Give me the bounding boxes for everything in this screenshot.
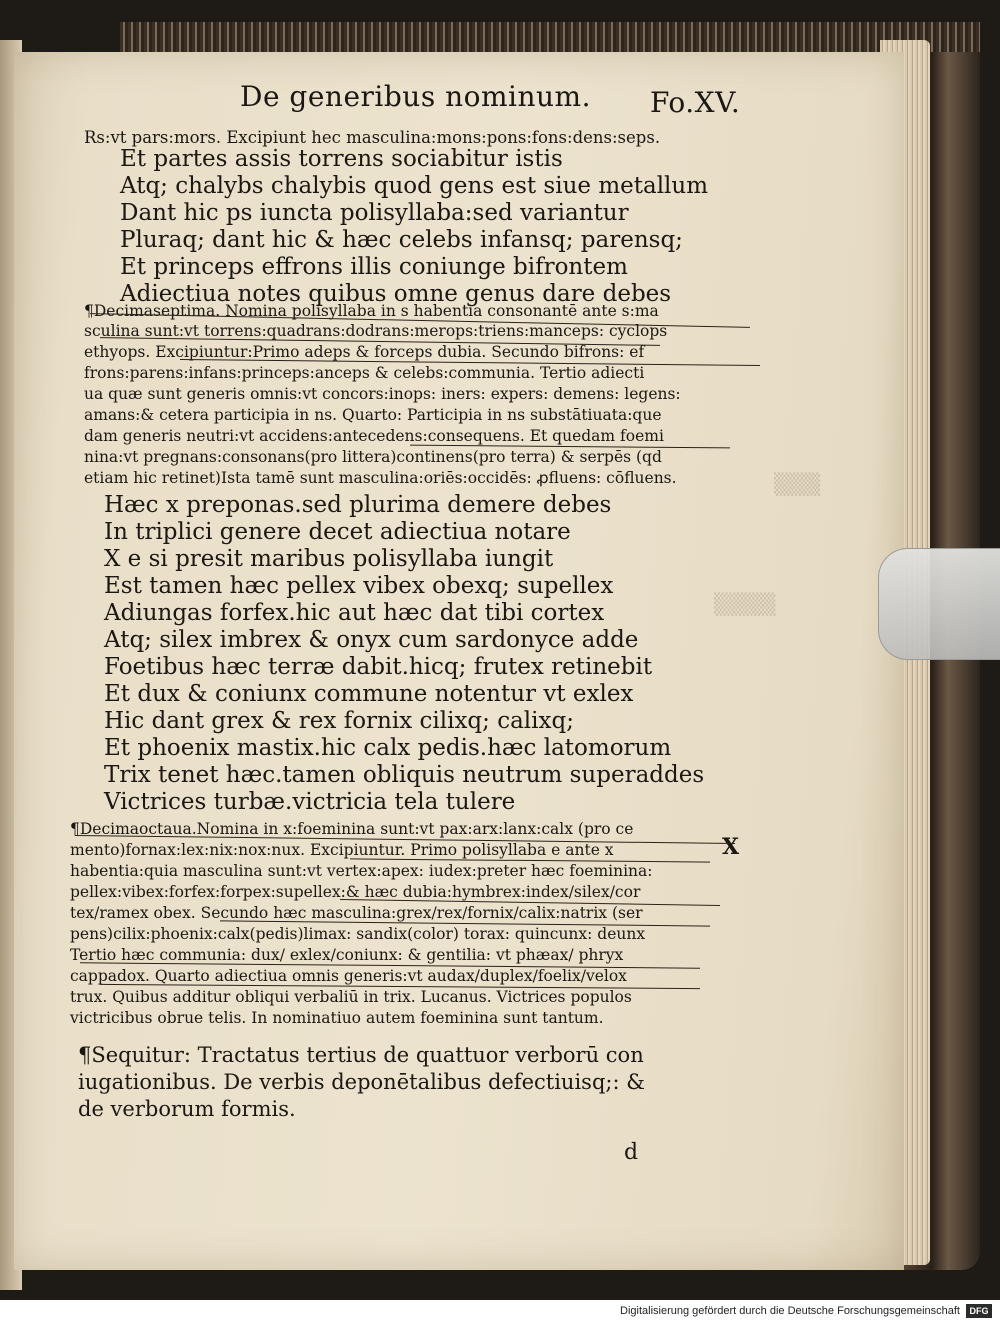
- book-top-edge: [120, 22, 980, 52]
- bleed-through: ▒▒▒▒: [714, 592, 776, 616]
- closing-line: de verborum formis.: [78, 1097, 296, 1121]
- text-line: Rs:vt pars:mors. Excipiunt hec masculina:mons:pons:fons:dens:seps.: [84, 128, 661, 147]
- verse-line: Et princeps effrons illis coniunge bifrontem: [120, 254, 628, 280]
- prose-line: nina:vt pregnans:consonans(pro littera)continens(pro terra) & serpēs (qd: [84, 448, 662, 466]
- verse-line: Et dux & coniunx commune notentur vt exlex: [104, 681, 634, 707]
- verse-line: Atq; chalybs chalybis quod gens est siue metallum: [120, 173, 709, 199]
- verse-line: In triplici genere decet adiectiua notare: [104, 519, 571, 545]
- prose-line: frons:parens:infans:princeps:anceps & celebs:communia. Tertio adiecti: [84, 364, 645, 382]
- closing-line: ¶Sequitur: Tractatus tertius de quattuor verborū con: [78, 1043, 644, 1067]
- prose-line: ¶Decimaseptima. Nomina polisyllaba in s habentia consonantē ante s:ma: [84, 302, 659, 320]
- prose-line: trux. Quibus additur obliqui verbaliū in trix. Lucanus. Victrices populos: [70, 988, 632, 1006]
- dfg-logo-icon: DFG: [966, 1304, 992, 1318]
- prose-line: cappadox. Quarto adiectiua omnis generis:vt audax/duplex/foelix/velox: [70, 967, 627, 985]
- verse-line: Victrices turbæ.victricia tela tulere: [104, 789, 516, 815]
- prose-line: habentia:quia masculina sunt:vt vertex:apex: iudex:preter hæc foeminina:: [70, 862, 653, 880]
- verse-line: Dant hic ps iuncta polisyllaba:sed variantur: [120, 200, 629, 226]
- prose-line: ethyops. Excipiuntur:Primo adeps & forceps dubia. Secundo bifrons: ef: [84, 343, 645, 361]
- prose-line: tex/ramex obex. Secundo hæc masculina:grex/rex/fornix/calix:natrix (ser: [70, 904, 643, 922]
- verse-line: Hic dant grex & rex fornix cilixq; calixq;: [104, 708, 574, 734]
- verse-line: Adiungas forfex.hic aut hæc dat tibi cortex: [104, 600, 605, 626]
- bleed-through: ▒▒▒: [774, 472, 821, 496]
- prose-line: amans:& cetera participia in ns. Quarto: Participia in ns substātiuata:que: [84, 406, 662, 424]
- funding-notice: Digitalisierung gefördert durch die Deutsche Forschungsgemeinschaft: [620, 1305, 960, 1317]
- verse-line: Et partes assis torrens sociabitur istis: [120, 146, 563, 172]
- verse-line: Hæc x preponas.sed plurima demere debes: [104, 492, 612, 518]
- verse-line: Et phoenix mastix.hic calx pedis.hæc latomorum: [104, 735, 672, 761]
- prose-line: dam generis neutri:vt accidens:antecedens:consequens. Et quedam foemi: [84, 427, 664, 445]
- verse-line: Foetibus hæc terræ dabit.hicq; frutex retinebit: [104, 654, 653, 680]
- page-clip: [878, 548, 1000, 660]
- footer-bar: [0, 1300, 1000, 1324]
- folio-number: Fo.XV.: [650, 86, 741, 119]
- prose-line: victricibus obrue telis. In nominatiuo autem foeminina sunt tantum.: [70, 1009, 604, 1027]
- prose-line: etiam hic retinet)Ista tamē sunt masculina:oriēs:occidēs: ꝓfluens: cōfluens.: [84, 469, 677, 487]
- prose-line: ua quæ sunt generis omnis:vt concors:inops: iners: expers: demens: legens:: [84, 385, 681, 403]
- verse-line: X e si presit maribus polisyllaba iungit: [104, 546, 554, 572]
- closing-line: iugationibus. De verbis deponētalibus defectiuisq;: &: [78, 1070, 645, 1094]
- margin-note: X: [722, 834, 740, 860]
- running-title: De generibus nominum.: [240, 80, 591, 113]
- prose-line: pellex:vibex:forfex:forpex:supellex:& hæc dubia:hymbrex:index/silex/cor: [70, 883, 641, 901]
- verse-line: Adiectiua notes quibus omne genus dare debes: [120, 281, 672, 307]
- prose-line: ¶Decimaoctaua.Nomina in x:foeminina sunt:vt pax:arx:lanx:calx (pro ce: [70, 820, 634, 838]
- prose-line: pens)cilix:phoenix:calx(pedis)limax: sandix(color) torax: quincunx: deunx: [70, 925, 646, 943]
- prose-line: mento)fornax:lex:nix:nox:nux. Excipiuntur. Primo polisyllaba e ante x: [70, 841, 614, 859]
- verse-line: Est tamen hæc pellex vibex obexq; supellex: [104, 573, 614, 599]
- prose-line: Tertio hæc communia: dux/ exlex/coniunx: & gentilia: vt phæax/ phryx: [70, 946, 624, 964]
- verse-line: Pluraq; dant hic & hæc celebs infansq; parensq;: [120, 227, 683, 253]
- verse-line: Trix tenet hæc.tamen obliquis neutrum superaddes: [104, 762, 705, 788]
- verse-line: Atq; silex imbrex & onyx cum sardonyce adde: [104, 627, 639, 653]
- prose-line: sculina sunt:vt torrens:quadrans:dodrans:merops:triens:manceps: cyclops: [84, 322, 668, 340]
- signature-mark: d: [624, 1140, 639, 1165]
